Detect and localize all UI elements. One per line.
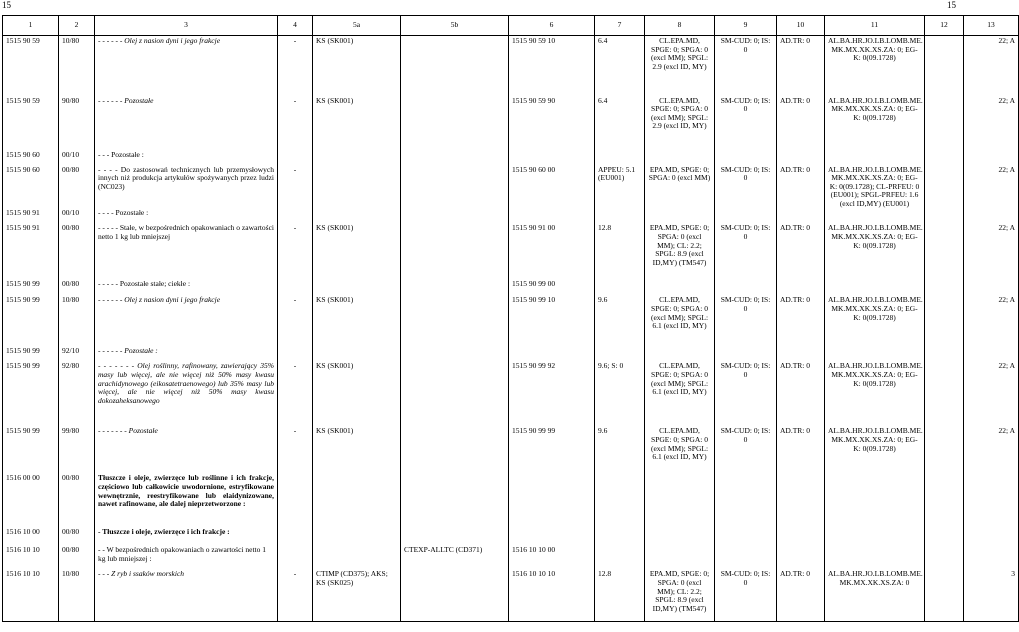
col-5b (401, 569, 509, 621)
col-4 (278, 346, 313, 361)
taric-code: 1515 90 99 00 (509, 279, 595, 295)
col-5b (401, 473, 509, 527)
col-9: SM-CUD: 0; IS: 0 (715, 96, 777, 150)
duty-rate (595, 545, 645, 569)
suffix: 00/80 (59, 545, 95, 569)
preferential-rates: CL.EPA.MD, SPGE: 0; SPGA: 0 (excl MM); SPGL: 6.1 (excl ID, MY) (645, 361, 715, 426)
column-header-6: 5b (401, 16, 509, 36)
col-12 (925, 361, 964, 426)
taric-code (509, 346, 595, 361)
column-header-7: 6 (509, 16, 595, 36)
col-5b: CTEXP-ALLTC (CD371) (401, 545, 509, 569)
col-5a (313, 545, 401, 569)
cn-code: 1515 90 99 (3, 426, 59, 473)
col-10: AD.TR: 0 (777, 295, 825, 346)
tariff-table (2, 15, 1019, 622)
column-header-11: 10 (777, 16, 825, 36)
column-header-9: 8 (645, 16, 715, 36)
col-5b (401, 527, 509, 545)
col-5a (313, 165, 401, 209)
col-10 (777, 527, 825, 545)
col-9: SM-CUD: 0; IS: 0 (715, 295, 777, 346)
taric-code: 1515 90 60 00 (509, 165, 595, 209)
col-12 (925, 295, 964, 346)
taric-code: 1515 90 59 10 (509, 36, 595, 96)
duty-rate (595, 527, 645, 545)
description: - - - Z ryb i ssaków morskich (95, 569, 278, 621)
cn-code: 1515 90 60 (3, 150, 59, 165)
col-10 (777, 150, 825, 165)
duty-rate (595, 473, 645, 527)
col-5a (313, 150, 401, 165)
col-10 (777, 279, 825, 295)
col-5b (401, 426, 509, 473)
col-10: AD.TR: 0 (777, 569, 825, 621)
cn-code: 1516 10 10 (3, 545, 59, 569)
description: - - - - - - - Pozostałe (95, 426, 278, 473)
table-row (3, 295, 1019, 346)
description: - - - - Pozostałe : (95, 208, 278, 223)
preferential-rates (645, 545, 715, 569)
description: - - - - - Pozostałe stałe; ciekłe : (95, 279, 278, 295)
column-header-4: 4 (278, 16, 313, 36)
description: - Tłuszcze i oleje, zwierzęce i ich frakcje : (95, 527, 278, 545)
col-13 (964, 527, 1019, 545)
col-9: SM-CUD: 0; IS: 0 (715, 36, 777, 96)
duty-rate (595, 346, 645, 361)
suffix: 92/80 (59, 361, 95, 426)
col-9: SM-CUD: 0; IS: 0 (715, 361, 777, 426)
col-13: 22; A (964, 361, 1019, 426)
table-row (3, 150, 1019, 165)
cn-code: 1515 90 60 (3, 165, 59, 209)
table-row (3, 426, 1019, 473)
table-row (3, 361, 1019, 426)
col-12 (925, 426, 964, 473)
taric-code: 1515 90 99 99 (509, 426, 595, 473)
suffix: 00/10 (59, 150, 95, 165)
col-11: AL.BA.HR.JO.LB.LOMB.ME. MK.MX.XK.XS.ZA: 0; EG-K: 0(09.1728) (825, 36, 925, 96)
col-12 (925, 96, 964, 150)
col-5b (401, 96, 509, 150)
col-5a: KS (SK001) (313, 426, 401, 473)
suffix: 99/80 (59, 426, 95, 473)
column-header-2: 2 (59, 16, 95, 36)
col-9: SM-CUD: 0; IS: 0 (715, 426, 777, 473)
col-13: 22; A (964, 36, 1019, 96)
duty-rate: APPEU: 5.1 (EU001) (595, 165, 645, 209)
col-4 (278, 150, 313, 165)
col-5b (401, 295, 509, 346)
col-4: - (278, 295, 313, 346)
col-4: - (278, 165, 313, 209)
col-5b (401, 279, 509, 295)
table-row (3, 165, 1019, 209)
suffix: 00/80 (59, 279, 95, 295)
suffix: 92/10 (59, 346, 95, 361)
col-10 (777, 545, 825, 569)
col-5a: KS (SK001) (313, 223, 401, 279)
column-header-5: 5a (313, 16, 401, 36)
col-5b (401, 165, 509, 209)
column-header-13: 12 (925, 16, 964, 36)
description: - - - - - - Pozostałe (95, 96, 278, 150)
col-11 (825, 208, 925, 223)
duty-rate: 6.4 (595, 96, 645, 150)
description: - - - - - - Olej z nasion dyni i jego frakcje (95, 36, 278, 96)
cn-code: 1516 10 00 (3, 527, 59, 545)
table-row (3, 223, 1019, 279)
col-12 (925, 569, 964, 621)
col-13 (964, 473, 1019, 527)
col-11: AL.BA.HR.JO.LB.LOMB.ME. MK.MX.XK.XS.ZA: 0; EG-K: 0(09.1728) (825, 223, 925, 279)
col-10: AD.TR: 0 (777, 426, 825, 473)
col-4: - (278, 96, 313, 150)
col-5a (313, 473, 401, 527)
col-11: AL.BA.HR.JO.LB.LOMB.ME. MK.MX.XK.XS.ZA: 0; EG-K: 0(09.1728) (825, 361, 925, 426)
column-header-1: 1 (3, 16, 59, 36)
col-10 (777, 208, 825, 223)
taric-code (509, 150, 595, 165)
duty-rate: 9.6 (595, 295, 645, 346)
col-12 (925, 165, 964, 209)
col-4 (278, 545, 313, 569)
preferential-rates: CL.EPA.MD, SPGE: 0; SPGA: 0 (excl MM); SPGL: 6.1 (excl ID, MY) (645, 426, 715, 473)
table-row (3, 346, 1019, 361)
preferential-rates: CL.EPA.MD, SPGE: 0; SPGA: 0 (excl MM); SPGL: 2.9 (excl ID, MY) (645, 36, 715, 96)
preferential-rates (645, 279, 715, 295)
cn-code: 1515 90 99 (3, 361, 59, 426)
col-5a: KS (SK001) (313, 36, 401, 96)
duty-rate: 12.8 (595, 223, 645, 279)
column-header-3: 3 (95, 16, 278, 36)
table-row (3, 545, 1019, 569)
col-11 (825, 545, 925, 569)
col-9 (715, 527, 777, 545)
col-10: AD.TR: 0 (777, 223, 825, 279)
col-9 (715, 150, 777, 165)
col-11 (825, 473, 925, 527)
preferential-rates: CL.EPA.MD, SPGE: 0; SPGA: 0 (excl MM); SPGL: 6.1 (excl ID, MY) (645, 295, 715, 346)
col-4 (278, 279, 313, 295)
col-10: AD.TR: 0 (777, 36, 825, 96)
column-header-10: 9 (715, 16, 777, 36)
suffix: 00/80 (59, 165, 95, 209)
preferential-rates (645, 208, 715, 223)
column-header-12: 11 (825, 16, 925, 36)
col-4 (278, 527, 313, 545)
col-5a (313, 279, 401, 295)
col-9 (715, 545, 777, 569)
suffix: 10/80 (59, 295, 95, 346)
col-5b (401, 361, 509, 426)
description: - - - - - - Pozostałe : (95, 346, 278, 361)
suffix: 00/80 (59, 473, 95, 527)
cn-code: 1515 90 91 (3, 223, 59, 279)
col-10 (777, 473, 825, 527)
col-4: - (278, 361, 313, 426)
col-5b (401, 208, 509, 223)
col-13: 22; A (964, 96, 1019, 150)
cn-code: 1515 90 91 (3, 208, 59, 223)
col-11: AL.BA.HR.JO.LB.LOMB.ME. MK.MX.XK.XS.ZA: 0; EG-K: 0(09.1728) (825, 426, 925, 473)
suffix: 00/10 (59, 208, 95, 223)
description: - - - Pozostałe : (95, 150, 278, 165)
duty-rate (595, 150, 645, 165)
taric-code: 1515 90 99 92 (509, 361, 595, 426)
col-5b (401, 150, 509, 165)
col-4: - (278, 36, 313, 96)
taric-code: 1515 90 91 00 (509, 223, 595, 279)
suffix: 10/80 (59, 569, 95, 621)
col-12 (925, 545, 964, 569)
col-13 (964, 150, 1019, 165)
cn-code: 1515 90 59 (3, 36, 59, 96)
description: - - - - - - - Olej roślinny, rafinowany, zawierający 35% masy lub więcej, ale nie więcej niż 50% masy kwasu arachidynowego (eikosatetraenowego) lub 35% masy lub więcej, ale nie więcej niż 50% masy kwasu dokozaheksanowego (95, 361, 278, 426)
col-13: 22; A (964, 426, 1019, 473)
page-number-left: 15 (2, 0, 11, 10)
col-13 (964, 208, 1019, 223)
col-5a (313, 208, 401, 223)
col-10: AD.TR: 0 (777, 361, 825, 426)
table-row (3, 569, 1019, 621)
description: - - - - - - Olej z nasion dyni i jego frakcje (95, 295, 278, 346)
page-number-right: 15 (947, 0, 956, 10)
description: - - W bezpośrednich opakowaniach o zawartości netto 1 kg lub mniejszej : (95, 545, 278, 569)
cn-code: 1515 90 99 (3, 346, 59, 361)
taric-code: 1516 10 10 10 (509, 569, 595, 621)
col-9: SM-CUD: 0; IS: 0 (715, 569, 777, 621)
duty-rate (595, 208, 645, 223)
table-row (3, 473, 1019, 527)
preferential-rates (645, 346, 715, 361)
cn-code: 1515 90 99 (3, 295, 59, 346)
duty-rate: 9.6 (595, 426, 645, 473)
col-9 (715, 279, 777, 295)
col-12 (925, 527, 964, 545)
taric-code: 1515 90 59 90 (509, 96, 595, 150)
col-5a (313, 346, 401, 361)
cn-code: 1516 00 00 (3, 473, 59, 527)
taric-code: 1515 90 99 10 (509, 295, 595, 346)
col-13 (964, 346, 1019, 361)
col-11 (825, 279, 925, 295)
col-12 (925, 279, 964, 295)
taric-code (509, 527, 595, 545)
col-5b (401, 223, 509, 279)
col-5a: KS (SK001) (313, 361, 401, 426)
col-11: AL.BA.HR.JO.LB.LOMB.ME. MK.MX.XK.XS.ZA: 0; EG-K: 0(09.1728); CL-PRFEU: 0 (EU001); SPGL-PRFEU: 1.6 (excl ID,MY) (EU001) (825, 165, 925, 209)
col-11: AL.BA.HR.JO.LB.LOMB.ME. MK.MX.XK.XS.ZA: 0 (825, 569, 925, 621)
col-12 (925, 473, 964, 527)
col-4: - (278, 223, 313, 279)
cn-code: 1515 90 99 (3, 279, 59, 295)
suffix: 90/80 (59, 96, 95, 150)
col-5b (401, 36, 509, 96)
col-12 (925, 36, 964, 96)
col-9: SM-CUD: 0; IS: 0 (715, 165, 777, 209)
cn-code: 1516 10 10 (3, 569, 59, 621)
preferential-rates (645, 473, 715, 527)
duty-rate: 12.8 (595, 569, 645, 621)
col-13 (964, 545, 1019, 569)
duty-rate: 6.4 (595, 36, 645, 96)
taric-code (509, 473, 595, 527)
col-10 (777, 346, 825, 361)
col-9 (715, 208, 777, 223)
col-12 (925, 346, 964, 361)
column-header-14: 13 (964, 16, 1019, 36)
col-13: 22; A (964, 165, 1019, 209)
table-row (3, 527, 1019, 545)
col-4 (278, 208, 313, 223)
preferential-rates: EPA.MD, SPGE: 0; SPGA: 0 (excl MM) (645, 165, 715, 209)
taric-code (509, 208, 595, 223)
col-4: - (278, 569, 313, 621)
col-12 (925, 223, 964, 279)
table-row (3, 96, 1019, 150)
col-4: - (278, 426, 313, 473)
col-5a: KS (SK001) (313, 295, 401, 346)
col-11: AL.BA.HR.JO.LB.LOMB.ME. MK.MX.XK.XS.ZA: 0; EG-K: 0(09.1728) (825, 295, 925, 346)
col-11 (825, 346, 925, 361)
description: - - - - Do zastosowań technicznych lub przemysłowych innych niż produkcja artykułów spożywanych przez ludzi (NC023) (95, 165, 278, 209)
header-row (3, 16, 1019, 36)
col-13: 22; A (964, 295, 1019, 346)
table-row (3, 279, 1019, 295)
duty-rate (595, 279, 645, 295)
col-10: AD.TR: 0 (777, 96, 825, 150)
col-5a (313, 527, 401, 545)
taric-code: 1516 10 10 00 (509, 545, 595, 569)
col-9 (715, 346, 777, 361)
preferential-rates: EPA.MD, SPGE: 0; SPGA: 0 (excl MM); CL: 2.2; SPGL: 8.9 (excl ID,MY) (TM547) (645, 223, 715, 279)
preferential-rates (645, 150, 715, 165)
col-5a: KS (SK001) (313, 96, 401, 150)
description: - - - - - Stałe, w bezpośrednich opakowaniach o zawartości netto 1 kg lub mniejszej (95, 223, 278, 279)
suffix: 10/80 (59, 36, 95, 96)
suffix: 00/80 (59, 223, 95, 279)
col-10: AD.TR: 0 (777, 165, 825, 209)
col-13: 22; A (964, 223, 1019, 279)
table-row (3, 208, 1019, 223)
col-13: 3 (964, 569, 1019, 621)
col-5a: CTIMP (CD375); AKS; KS (SK025) (313, 569, 401, 621)
col-4 (278, 473, 313, 527)
cn-code: 1515 90 59 (3, 96, 59, 150)
col-12 (925, 150, 964, 165)
col-11: AL.BA.HR.JO.LB.LOMB.ME. MK.MX.XK.XS.ZA: 0; EG-K: 0(09.1728) (825, 96, 925, 150)
table-row (3, 36, 1019, 96)
col-5b (401, 346, 509, 361)
preferential-rates: CL.EPA.MD, SPGE: 0; SPGA: 0 (excl MM); SPGL: 2.9 (excl ID, MY) (645, 96, 715, 150)
preferential-rates (645, 527, 715, 545)
description: Tłuszcze i oleje, zwierzęce lub roślinne i ich frakcje, częściowo lub całkowicie uwodornione, estryfikowane wewnętrznie, reestryfikowane lub elaidynizowane, nawet rafinowane, ale dalej nieprzetworzone : (95, 473, 278, 527)
col-9 (715, 473, 777, 527)
column-header-8: 7 (595, 16, 645, 36)
preferential-rates: EPA.MD, SPGE: 0; SPGA: 0 (excl MM); CL: 2.2; SPGL: 8.9 (excl ID,MY) (TM547) (645, 569, 715, 621)
col-12 (925, 208, 964, 223)
col-11 (825, 150, 925, 165)
suffix: 00/80 (59, 527, 95, 545)
col-13 (964, 279, 1019, 295)
col-11 (825, 527, 925, 545)
col-9: SM-CUD: 0; IS: 0 (715, 223, 777, 279)
duty-rate: 9.6; S: 0 (595, 361, 645, 426)
